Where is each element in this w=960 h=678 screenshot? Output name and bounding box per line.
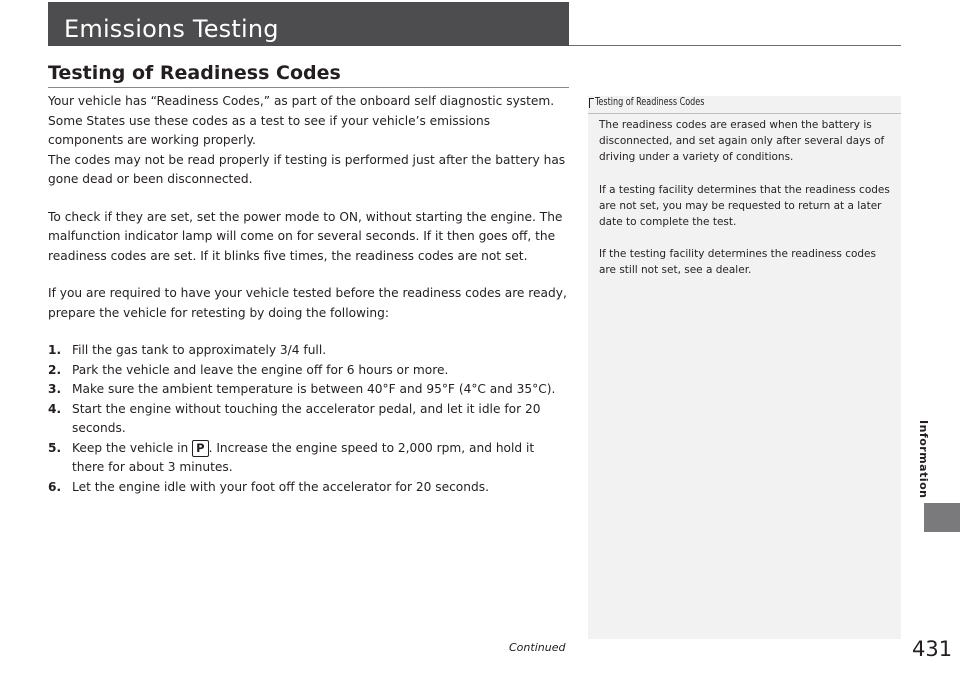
step-text-before: Keep the vehicle in <box>72 440 193 455</box>
chapter-tab-marker[interactable] <box>924 503 960 532</box>
list-item <box>48 380 569 400</box>
list-item <box>48 478 569 498</box>
sidebar-body <box>599 117 895 295</box>
section-heading: Testing of Readiness Codes <box>48 62 341 84</box>
sidebar-paragraph: If a testing facility determines that the readiness codes are not set, you may be requested to return at a later date to complete the test. <box>599 183 890 229</box>
step-text: Start the engine without touching the accelerator pedal, and let it idle for 20 seconds. <box>72 401 541 435</box>
step-text: Park the vehicle and leave the engine off for 6 hours or more. <box>72 362 449 377</box>
section-rule <box>48 87 569 88</box>
step-text: Make sure the ambient temperature is between 40°F and 95°F (4°C and 35°C). <box>72 382 556 396</box>
list-item <box>48 400 569 439</box>
paragraph-battery: The codes may not be read properly if testing is performed just after the battery has gone dead or been disconnected. <box>48 152 566 186</box>
main-column <box>48 92 569 497</box>
steps-list <box>48 341 569 497</box>
step-text-after: . Increase the engine speed to 2,000 rpm, and hold it there for about 3 minutes. <box>72 440 535 474</box>
step-text: Fill the gas tank to approximately 3/4 full. <box>72 343 327 357</box>
park-key-icon: P <box>192 440 208 457</box>
list-item <box>48 361 569 381</box>
list-item <box>48 341 569 361</box>
paragraph-intro: Your vehicle has “Readiness Codes,” as part of the onboard self diagnostic system. Some States use these codes as a test to see if your vehicle’s emissions components are working properly. <box>48 94 555 147</box>
step-number: 4. <box>48 401 62 416</box>
step-text <box>72 439 569 478</box>
paragraph-check: To check if they are set, set the power mode to ON, without starting the engine. The malfunction indicator lamp will come on for several seconds. If it then goes off, the readiness codes are set. If it blinks five times, the readiness codes are not set. <box>48 209 563 263</box>
step-number: 3. <box>48 382 62 396</box>
list-item <box>48 439 569 478</box>
header-rule <box>569 45 901 46</box>
step-number: 1. <box>48 343 62 357</box>
step-number: 2. <box>48 362 62 377</box>
chapter-tab-label[interactable]: Information <box>917 420 930 499</box>
step-number: 6. <box>48 479 62 494</box>
paragraph-gap <box>48 190 569 208</box>
paragraph-gap <box>48 266 569 284</box>
chapter-title: Emissions Testing <box>64 15 279 43</box>
sidebar-note <box>588 96 901 639</box>
continued-label: Continued <box>509 641 566 654</box>
chapter-header <box>48 2 569 46</box>
step-number: 5. <box>48 440 62 455</box>
paragraph-prepare: If you are required to have your vehicle tested before the readiness codes are ready, prepare the vehicle for retesting by doing the following: <box>48 286 567 320</box>
page-number: 431 <box>912 637 953 661</box>
sidebar-paragraph: The readiness codes are erased when the battery is disconnected, and set again only after several days of driving under a variety of conditions. <box>599 119 885 164</box>
sidebar-header <box>588 96 901 114</box>
note-marker-icon <box>589 98 594 108</box>
sidebar-paragraph: If the testing facility determines the readiness codes are still not set, see a dealer. <box>599 248 876 277</box>
sidebar-title: Testing of Readiness Codes <box>595 97 705 108</box>
step-text: Let the engine idle with your foot off the accelerator for 20 seconds. <box>72 479 489 494</box>
